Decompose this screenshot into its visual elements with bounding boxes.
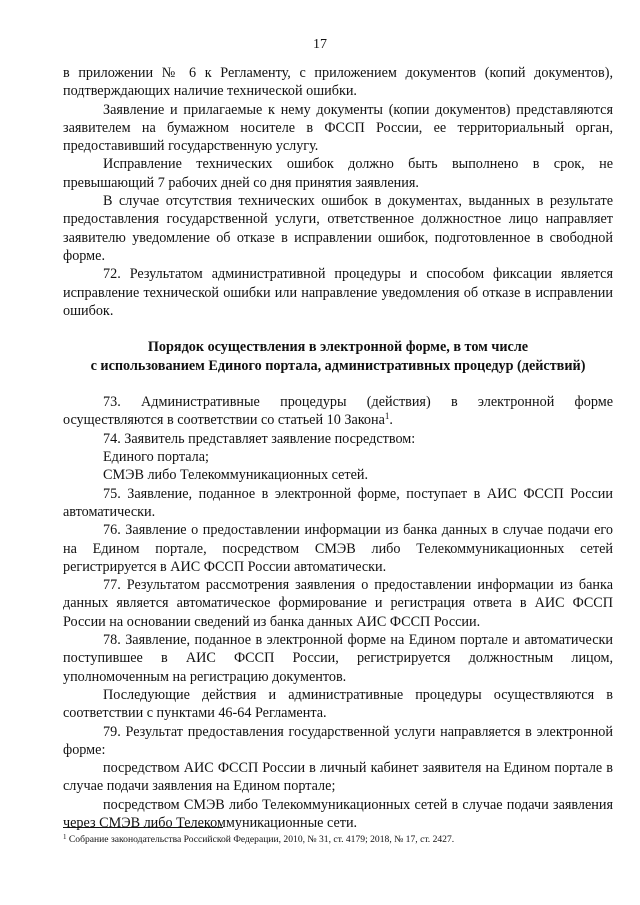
bottom-paragraphs <box>63 430 613 833</box>
document-body <box>63 64 613 832</box>
paragraph: СМЭВ либо Телекоммуникационных сетей. <box>103 467 369 484</box>
paragraph: Последующие действия и административные процедуры осуществляются в соответствии с пунктами 46-64 Регламента. <box>63 686 613 722</box>
top-paragraphs <box>63 64 613 320</box>
paragraph: посредством СМЭВ либо Телекоммуникационных сетей в случае подачи заявления через СМЭВ либо Телекоммуникационные сети. <box>63 796 613 831</box>
paragraph: в приложении № 6 к Регламенту, с приложением документов (копий документов), подтверждающих наличие технической ошибки. <box>63 65 613 100</box>
heading-line-2: с использованием Единого портала, административных процедур (действий) <box>90 358 586 375</box>
paragraph-73-end: . <box>389 412 393 429</box>
paragraph: Заявление и прилагаемые к нему документы (копии документов) представляются заявителем на бумажном носителе в ФССП России, ее территориальный орган, предоставивший государственную услугу. <box>63 101 613 155</box>
footnote <box>63 834 623 846</box>
section-heading <box>63 338 613 376</box>
paragraph-73 <box>63 393 613 430</box>
paragraph: Единого портала; <box>103 449 209 466</box>
paragraph: Исправление технических ошибок должно быть выполнено в срок, не превышающий 7 рабочих дней со дня принятия заявления. <box>63 156 613 191</box>
footnote-text: Собрание законодательства Российской Федерации, 2010, № 31, ст. 4179; 2018, № 17, ст. 2427. <box>68 834 455 845</box>
footnote-separator <box>63 827 223 828</box>
footnote-reference[interactable]: 1 <box>384 411 390 422</box>
paragraph: В случае отсутствия технических ошибок в документах, выданных в результате предоставления государственной услуги, ответственное должностное лицо направляет заявителю уведомление об отказе в исправлении ошибок, подготовленное в свободной форме. <box>63 193 613 264</box>
paragraph: 75. Заявление, поданное в электронной форме, поступает в АИС ФССП России автоматически. <box>63 485 613 520</box>
paragraph: 72. Результатом административной процедуры и способом фиксации является исправление технической ошибки или направление уведомления об отказе в исправлении ошибок. <box>63 266 613 319</box>
paragraph: 77. Результатом рассмотрения заявления о предоставлении информации из банка данных является автоматическое формирование и регистрация ответа в АИС ФССП России на основании сведений из банка данных АИС ФССП России. <box>63 577 613 630</box>
paragraph: 79. Результат предоставления государственной услуги направляется в электронной форме: <box>63 723 613 758</box>
paragraph: 74. Заявитель представляет заявление посредством: <box>103 430 416 447</box>
heading-line-1: Порядок осуществления в электронной форме, в том числе <box>147 339 529 356</box>
page-number: 17 <box>313 37 327 52</box>
paragraph: 76. Заявление о предоставлении информации из банка данных в случае подачи его на Едином портале, посредством СМЭВ либо Телекоммуникационных сетей регистрируется в АИС ФССП России автоматически. <box>63 522 613 575</box>
paragraph: 78. Заявление, поданное в электронной форме на Едином портале и автоматически поступившее в АИС ФССП России, регистрируется должностным лицом, уполномоченным на регистрацию документов. <box>63 632 613 685</box>
footnote-mark: 1 <box>63 833 67 841</box>
paragraph: посредством АИС ФССП России в личный кабинет заявителя на Едином портале в случае подачи заявления на Едином портале; <box>63 760 613 795</box>
paragraph-73-text: 73. Административные процедуры (действия) в электронной форме осуществляются в соответствии со статьей 10 Закона <box>63 394 613 429</box>
